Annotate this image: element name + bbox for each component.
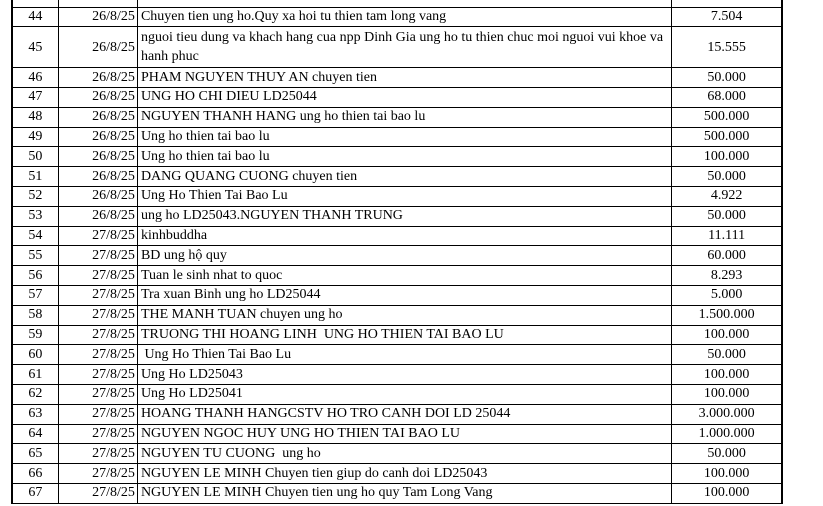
table-row bbox=[13, 385, 782, 405]
row-date: 26/8/25 bbox=[58, 88, 137, 108]
row-date: 26/8/25 bbox=[58, 167, 137, 187]
row-number: 49 bbox=[13, 127, 59, 147]
row-amount: 50.000 bbox=[672, 167, 782, 187]
table-row bbox=[13, 246, 782, 266]
table-row bbox=[13, 206, 782, 226]
row-date: 26/8/25 bbox=[58, 7, 137, 27]
row-date: 27/8/25 bbox=[58, 464, 137, 484]
row-amount: 100.000 bbox=[672, 365, 782, 385]
row-date: 27/8/25 bbox=[58, 226, 137, 246]
row-number: 61 bbox=[13, 365, 59, 385]
row-amount: 1.500.000 bbox=[672, 305, 782, 325]
table-row bbox=[13, 484, 782, 504]
row-amount: 60.000 bbox=[672, 246, 782, 266]
row-amount: 50.000 bbox=[672, 345, 782, 365]
table-row bbox=[13, 68, 782, 88]
table-row bbox=[13, 167, 782, 187]
table-row bbox=[13, 7, 782, 27]
table-row bbox=[13, 88, 782, 108]
row-number: 55 bbox=[13, 246, 59, 266]
row-number: 52 bbox=[13, 187, 59, 207]
row-number: 57 bbox=[13, 286, 59, 306]
donation-grid bbox=[12, 0, 782, 504]
row-description: Ung Ho LD25043 bbox=[137, 365, 671, 385]
table-row bbox=[13, 345, 782, 365]
row-number: 50 bbox=[13, 147, 59, 167]
table-row bbox=[13, 464, 782, 484]
row-amount: 5.000 bbox=[672, 286, 782, 306]
row-description: ung ho LD25043.NGUYEN THANH TRUNG bbox=[137, 206, 671, 226]
row-description: Ung Ho Thien Tai Bao Lu bbox=[137, 345, 671, 365]
table-top-strip bbox=[13, 0, 782, 7]
row-description: PHAM NGUYEN THUY AN chuyen tien bbox=[137, 68, 671, 88]
table-row bbox=[13, 404, 782, 424]
row-date: 26/8/25 bbox=[58, 107, 137, 127]
row-amount: 1.000.000 bbox=[672, 424, 782, 444]
row-date: 26/8/25 bbox=[58, 206, 137, 226]
row-description: NGUYEN TU CUONG ung ho bbox=[137, 444, 671, 464]
row-date: 27/8/25 bbox=[58, 484, 137, 504]
row-number: 45 bbox=[13, 27, 59, 68]
row-description: nguoi tieu dung va khach hang cua npp Dinh Gia ung ho tu thien chuc moi nguoi vui khoe va hanh phuc bbox=[137, 27, 671, 68]
row-date: 27/8/25 bbox=[58, 385, 137, 405]
row-description: NGUYEN NGOC HUY UNG HO THIEN TAI BAO LU bbox=[137, 424, 671, 444]
table-row bbox=[13, 424, 782, 444]
row-description: Chuyen tien ung ho.Quy xa hoi tu thien tam long vang bbox=[137, 7, 671, 27]
row-number: 62 bbox=[13, 385, 59, 405]
row-amount: 7.504 bbox=[672, 7, 782, 27]
row-number: 53 bbox=[13, 206, 59, 226]
row-amount: 15.555 bbox=[672, 27, 782, 68]
row-number: 47 bbox=[13, 88, 59, 108]
row-date: 27/8/25 bbox=[58, 444, 137, 464]
row-number: 66 bbox=[13, 464, 59, 484]
row-amount: 50.000 bbox=[672, 444, 782, 464]
row-date: 27/8/25 bbox=[58, 424, 137, 444]
row-number: 51 bbox=[13, 167, 59, 187]
row-number: 54 bbox=[13, 226, 59, 246]
row-date: 27/8/25 bbox=[58, 246, 137, 266]
row-description: Ung ho thien tai bao lu bbox=[137, 147, 671, 167]
row-description: BD ung hộ quy bbox=[137, 246, 671, 266]
row-description: Ung Ho Thien Tai Bao Lu bbox=[137, 187, 671, 207]
row-amount: 8.293 bbox=[672, 266, 782, 286]
table-row bbox=[13, 226, 782, 246]
row-description: TRUONG THI HOANG LINH UNG HO THIEN TAI BAO LU bbox=[137, 325, 671, 345]
row-amount: 100.000 bbox=[672, 325, 782, 345]
row-number: 60 bbox=[13, 345, 59, 365]
row-amount: 100.000 bbox=[672, 484, 782, 504]
table-row bbox=[13, 365, 782, 385]
row-amount: 3.000.000 bbox=[672, 404, 782, 424]
row-description: THE MANH TUAN chuyen ung ho bbox=[137, 305, 671, 325]
row-date: 26/8/25 bbox=[58, 147, 137, 167]
row-date: 26/8/25 bbox=[58, 127, 137, 147]
table-row bbox=[13, 286, 782, 306]
row-number: 58 bbox=[13, 305, 59, 325]
row-number: 44 bbox=[13, 7, 59, 27]
row-description: DANG QUANG CUONG chuyen tien bbox=[137, 167, 671, 187]
row-amount: 50.000 bbox=[672, 206, 782, 226]
row-description: Tuan le sinh nhat to quoc bbox=[137, 266, 671, 286]
row-description: NGUYEN THANH HANG ung ho thien tai bao lu bbox=[137, 107, 671, 127]
row-amount: 50.000 bbox=[672, 68, 782, 88]
row-date: 26/8/25 bbox=[58, 68, 137, 88]
row-number: 64 bbox=[13, 424, 59, 444]
row-amount: 100.000 bbox=[672, 464, 782, 484]
row-date: 27/8/25 bbox=[58, 325, 137, 345]
table-row bbox=[13, 187, 782, 207]
row-description: UNG HO CHI DIEU LD25044 bbox=[137, 88, 671, 108]
row-date: 27/8/25 bbox=[58, 365, 137, 385]
row-number: 65 bbox=[13, 444, 59, 464]
table-row bbox=[13, 444, 782, 464]
row-amount: 100.000 bbox=[672, 385, 782, 405]
row-amount: 500.000 bbox=[672, 107, 782, 127]
table-row bbox=[13, 107, 782, 127]
row-date: 27/8/25 bbox=[58, 305, 137, 325]
table-row bbox=[13, 305, 782, 325]
table-row bbox=[13, 325, 782, 345]
row-date: 26/8/25 bbox=[58, 187, 137, 207]
row-date: 27/8/25 bbox=[58, 345, 137, 365]
table-row bbox=[13, 147, 782, 167]
row-number: 63 bbox=[13, 404, 59, 424]
row-number: 48 bbox=[13, 107, 59, 127]
row-number: 46 bbox=[13, 68, 59, 88]
row-date: 27/8/25 bbox=[58, 404, 137, 424]
row-amount: 500.000 bbox=[672, 127, 782, 147]
row-date: 27/8/25 bbox=[58, 266, 137, 286]
row-description: kinhbuddha bbox=[137, 226, 671, 246]
row-description: HOANG THANH HANGCSTV HO TRO CANH DOI LD 25044 bbox=[137, 404, 671, 424]
row-number: 56 bbox=[13, 266, 59, 286]
table-row bbox=[13, 127, 782, 147]
row-number: 67 bbox=[13, 484, 59, 504]
row-description: NGUYEN LE MINH Chuyen tien ung ho quy Tam Long Vang bbox=[137, 484, 671, 504]
table-row bbox=[13, 266, 782, 286]
row-description: Ung Ho LD25041 bbox=[137, 385, 671, 405]
row-amount: 100.000 bbox=[672, 147, 782, 167]
table-row bbox=[13, 27, 782, 68]
row-description: NGUYEN LE MINH Chuyen tien giup do canh doi LD25043 bbox=[137, 464, 671, 484]
row-date: 26/8/25 bbox=[58, 27, 137, 68]
row-amount: 11.111 bbox=[672, 226, 782, 246]
row-amount: 68.000 bbox=[672, 88, 782, 108]
row-amount: 4.922 bbox=[672, 187, 782, 207]
row-description: Tra xuan Binh ung ho LD25044 bbox=[137, 286, 671, 306]
donation-table bbox=[11, 0, 783, 504]
row-number: 59 bbox=[13, 325, 59, 345]
row-description: Ung ho thien tai bao lu bbox=[137, 127, 671, 147]
row-date: 27/8/25 bbox=[58, 286, 137, 306]
